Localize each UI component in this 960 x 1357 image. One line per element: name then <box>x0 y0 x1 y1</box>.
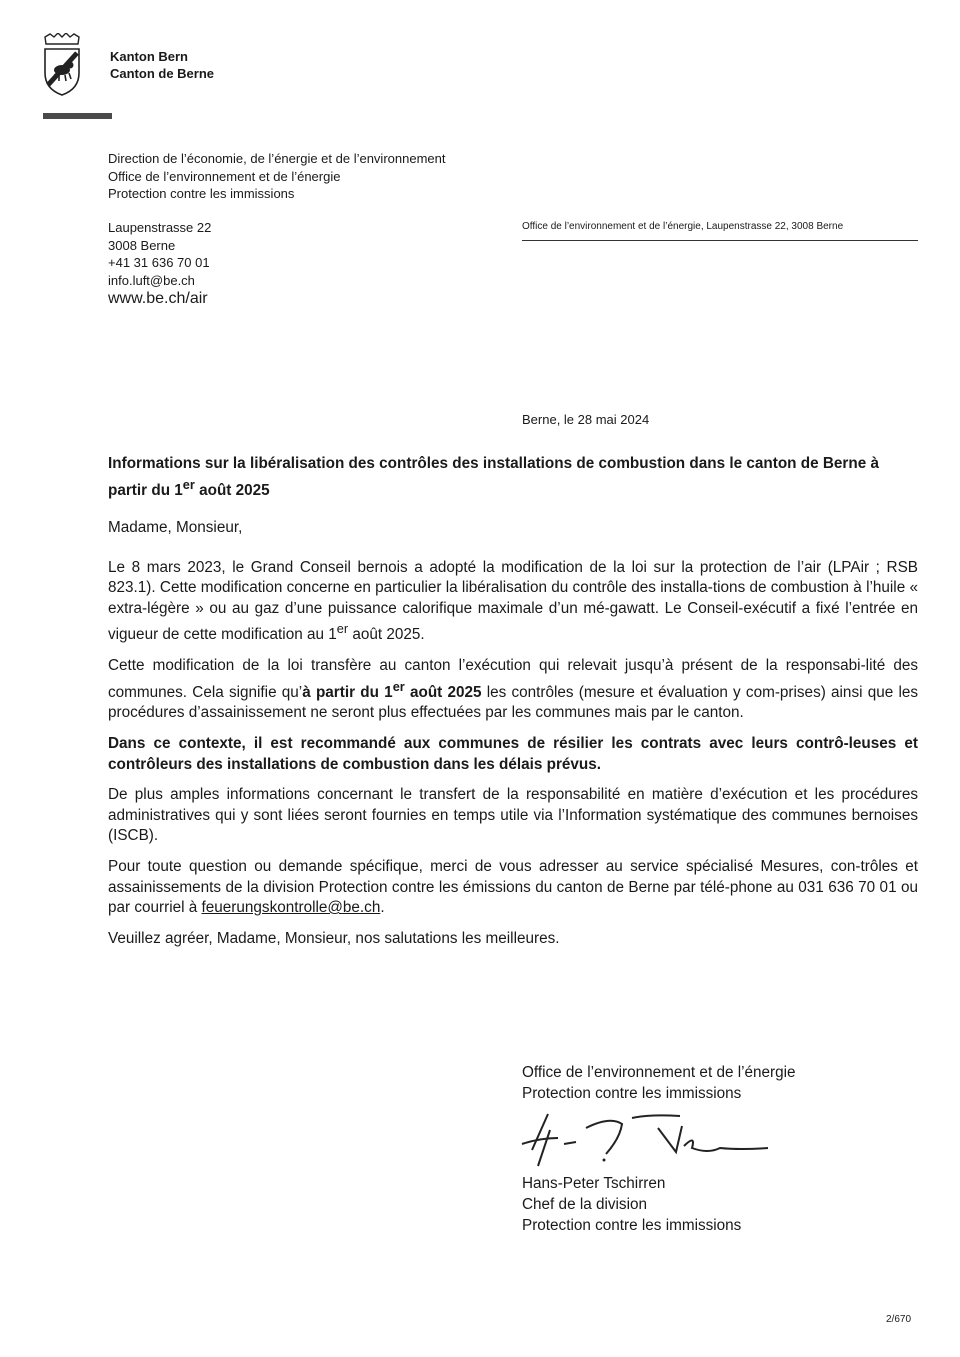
p5-text: Pour toute question ou demande spécifique, merci de vous adresser au service spécialisé Mesures, con-trôles et assainissements de la division Protection contre les émissions du canton de Berne par télé-phone au 031 636 70 01 ou par courriel à <box>108 857 918 917</box>
signatory-office: Office de l’environnement et de l’énergie <box>522 1064 796 1081</box>
letter-body <box>108 518 918 959</box>
page-number: 2/670 <box>886 1314 912 1325</box>
subject-tail: août 2025 <box>194 482 270 500</box>
address-web: www.be.ch/air <box>108 290 208 307</box>
letter-subject <box>108 453 920 501</box>
paragraph-4: De plus amples informations concernant le transfert de la responsabilité en matière d’exécution et les procédures administratives qui y sont liées seront fournies en temps utile via l’Information systématique des communes bernoises (ISCB). <box>108 786 918 845</box>
p2-sup: er <box>392 678 405 694</box>
return-address: Office de l’environnement et de l’énergie, Laupenstrasse 22, 3008 Berne <box>522 221 844 232</box>
handwritten-signature <box>520 1108 770 1170</box>
address-city: 3008 Berne <box>108 237 176 253</box>
paragraph-3: Dans ce contexte, il est recommandé aux communes de résilier les contrats avec leurs contrô-leuses et contrôleurs des installations de combustion dans les délais prévus. <box>108 734 918 773</box>
sender-block <box>108 150 445 203</box>
return-address-rule <box>522 240 918 241</box>
address-phone: +41 31 636 70 01 <box>108 255 210 270</box>
signatory-title: Chef de la division <box>522 1196 647 1213</box>
paragraph-5 <box>108 857 918 919</box>
sender-direction: Direction de l’économie, de l’énergie et de l’environnement <box>108 151 446 166</box>
p2-bold-a: à partir du 1 <box>302 683 393 701</box>
p2-tail: les contrôles (mesure et évaluation y com-prises) ainsi que les procédures d’assainissement ne seront plus effectuées par les communes mais par le canton. <box>108 683 918 722</box>
paragraph-1 <box>108 558 918 646</box>
contact-email-link[interactable]: feuerungskontrolle@be.ch <box>201 899 381 917</box>
subject-sup: er <box>182 477 195 492</box>
address-block <box>108 219 211 309</box>
subject-text: Informations sur la libéralisation des contrôles des installations de combustion dans le canton de Berne à partir du 1 <box>108 455 879 500</box>
address-street: Laupenstrasse 22 <box>108 220 212 235</box>
sender-office: Office de l’environnement et de l’énergie <box>108 168 341 184</box>
closing: Veuillez agréer, Madame, Monsieur, nos salutations les meilleures. <box>108 929 560 947</box>
p2-bold-b: août 2025 <box>404 683 482 701</box>
p1-sup: er <box>336 621 349 637</box>
letter-date: Berne, le 28 mai 2024 <box>522 412 650 427</box>
header-divider <box>43 113 112 119</box>
canton-name <box>110 48 214 82</box>
signatory-name-block <box>522 1173 741 1236</box>
p2-text: Cette modification de la loi transfère au canton l’exécution qui relevait jusqu’à présent de la responsabi-lité des communes. Cela signifie qu’ <box>108 657 918 701</box>
paragraph-2 <box>108 656 918 724</box>
bern-coat-of-arms-icon <box>43 33 81 97</box>
signatory-name: Hans-Peter Tschirren <box>522 1175 666 1192</box>
address-email: info.luft@be.ch <box>108 272 195 288</box>
signatory-office-block <box>522 1062 796 1104</box>
sender-division: Protection contre les immissions <box>108 186 295 201</box>
canton-name-fr: Canton de Berne <box>110 66 215 81</box>
signatory-division: Protection contre les immissions <box>522 1085 742 1102</box>
p5-tail: . <box>380 899 385 917</box>
p1-tail: août 2025. <box>348 626 425 644</box>
p2-bold <box>302 678 482 701</box>
salutation: Madame, Monsieur, <box>108 519 243 536</box>
signatory-division-2: Protection contre les immissions <box>522 1217 742 1234</box>
canton-name-de: Kanton Bern <box>110 49 188 64</box>
p1-text: Le 8 mars 2023, le Grand Conseil bernois a adopté la modification de la loi sur la protection de l’air (LPAir ; RSB 823.1). Cette modification concerne en particulier la libéralisation du contrôle des installa-tions de combustion à l’huile « extra-légère » ou au gaz d’une puissance calorifique maximale d’un mé-gawatt. Le Conseil-exécutif a fixé l’entrée en vigueur de cette modification au 1 <box>108 558 918 644</box>
